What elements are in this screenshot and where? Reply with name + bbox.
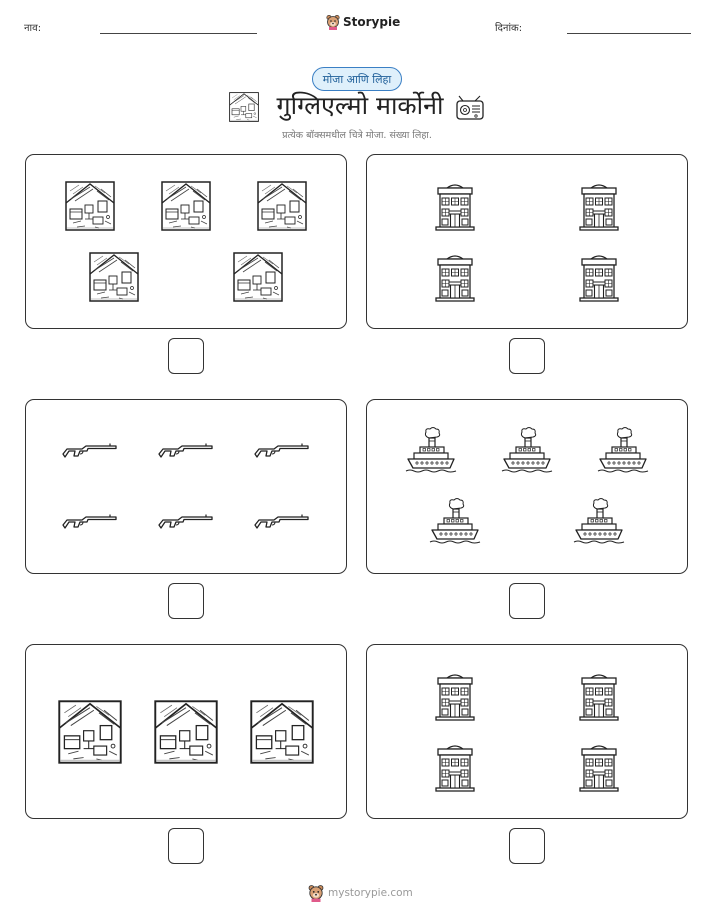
attic-icon [257, 181, 307, 231]
ship-icon [501, 426, 553, 476]
counting-box-2 [366, 154, 688, 329]
date-line[interactable] [567, 33, 691, 34]
activity-badge: मोजा आणि लिहा [312, 67, 402, 91]
answer-box-1[interactable] [168, 338, 204, 374]
attic-icon [233, 252, 283, 302]
rifle-icon [254, 440, 310, 462]
building-icon [431, 742, 479, 792]
page-title: गुग्लिएल्मो मार्कोनी [276, 91, 444, 120]
rifle-icon [62, 511, 118, 533]
attic-icon [89, 252, 139, 302]
footer [308, 884, 413, 902]
date-label: दिनांक: [495, 23, 523, 34]
attic-icon [65, 181, 115, 231]
footer-site: mystorypie.com [328, 887, 413, 899]
attic-icon [229, 92, 259, 122]
bear-mascot-icon [326, 14, 340, 30]
ship-icon [573, 497, 625, 547]
rifle-icon [158, 511, 214, 533]
counting-box-3 [25, 399, 347, 574]
name-line[interactable] [100, 33, 257, 34]
answer-box-6[interactable] [509, 828, 545, 864]
building-icon [431, 181, 479, 231]
ship-icon [405, 426, 457, 476]
counting-box-5 [25, 644, 347, 819]
attic-icon [250, 700, 314, 764]
building-icon [431, 252, 479, 302]
counting-box-4 [366, 399, 688, 574]
answer-box-4[interactable] [509, 583, 545, 619]
counting-box-1 [25, 154, 347, 329]
building-icon [431, 671, 479, 721]
bear-mascot-icon [308, 884, 324, 902]
name-label: नाव: [24, 23, 42, 34]
answer-box-3[interactable] [168, 583, 204, 619]
instruction-text: प्रत्येक बॉक्समधील चित्रे मोजा. संख्या लिहा. [282, 130, 432, 141]
brand-logo [326, 14, 400, 30]
counting-box-6 [366, 644, 688, 819]
attic-icon [161, 181, 211, 231]
attic-icon [154, 700, 218, 764]
radio-icon [455, 95, 485, 121]
brand-name: Storypie [343, 15, 401, 29]
building-icon [575, 742, 623, 792]
building-icon [575, 181, 623, 231]
answer-box-2[interactable] [509, 338, 545, 374]
rifle-icon [158, 440, 214, 462]
rifle-icon [254, 511, 310, 533]
attic-icon [58, 700, 122, 764]
ship-icon [429, 497, 481, 547]
building-icon [575, 671, 623, 721]
rifle-icon [62, 440, 118, 462]
building-icon [575, 252, 623, 302]
ship-icon [597, 426, 649, 476]
answer-box-5[interactable] [168, 828, 204, 864]
